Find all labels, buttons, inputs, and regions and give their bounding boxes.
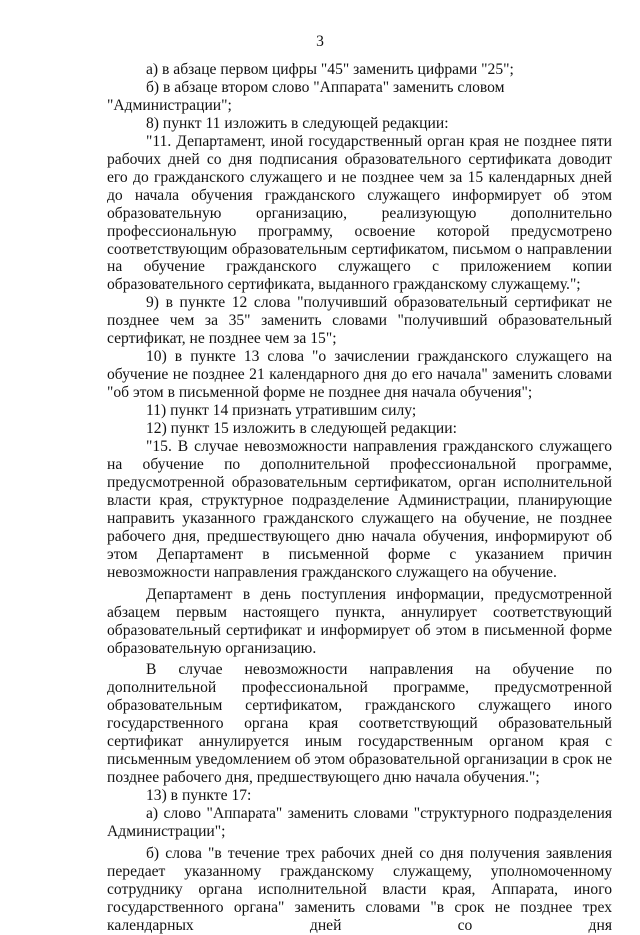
page-number: 3 — [316, 33, 324, 50]
paragraph: б) в абзаце втором слово "Аппарата" заменить словом "Администрации"; — [107, 78, 505, 114]
paragraph: 8) пункт 11 изложить в следующей редакции: — [146, 114, 449, 132]
paragraph: а) в абзаце первом цифры "45" заменить цифрами "25"; — [146, 61, 514, 78]
paragraph: В случае невозможности направления на обучение по дополнительной профессиональной программе, предусмотренной образовательным сертификатом, гражданского служащего иного государственного органа края соответствующий образовательный сертификат аннулируется иным государственным органом края с письменным уведомлением об этом образовательной организации в срок не позднее рабочего дня, предшествующего дню начала обучения."; — [107, 661, 612, 787]
paragraph: 10) в пункте 13 слова "о зачислении гражданского служащего на обучение не позднее 21 календарного дня до его начала" заменить словами "об этом в письменной форме не позднее дня начала обучения"; — [107, 348, 612, 402]
paragraph: "15. В случае невозможности направления гражданского служащего на обучение по дополнительной профессиональной программе, предусмотренной образовательным сертификатом, орган исполнительной власти края, структурное подразделение Администрации, планирующие направить указанного гражданского служащего на обучение, не позднее рабочего дня, предшествующего дню начала обучения, информируют об этом Департамент в письменной форме с указанием причин невозможности направления гражданского служащего на обучение. — [107, 438, 612, 581]
paragraph: б) слова "в течение трех рабочих дней со дня получения заявления передает указанному гражданскому служащему, уполномоченному сотруднику органа исполнительной власти края, Аппарата, иного государственного органа" заменить словами "в срок не позднее трех календарных дней со дня — [107, 844, 612, 934]
paragraph: "11. Департамент, иной государственный орган края не позднее пяти рабочих дней со дня подписания образовательного сертификата доводит его до гражданского служащего и не позднее чем за 15 календарных дней до начала обучения гражданского служащего информирует об этом образовательную организацию, реализующую дополнительно профессиональную программу, освоение которой предусмотрено соответствующим образовательным сертификатом, письмом о направлении на обучение гражданского служащего с приложением копии образовательного сертификата, выданного гражданскому служащему."; — [107, 132, 612, 294]
paragraph: 9) в пункте 12 слова "получивший образовательный сертификат не позднее чем за 35" заменить словами "получивший образовательный сертификат, не позднее чем за 15"; — [107, 294, 612, 348]
document-body — [107, 61, 612, 935]
paragraph: Департамент в день поступления информации, предусмотренной абзацем первым настоящего пункта, аннулирует соответствующий образовательный сертификат и информирует об этом в письменной форме образовательную организацию. — [107, 585, 612, 657]
paragraph: 13) в пункте 17: — [146, 787, 252, 805]
paragraph: а) слово "Аппарата" заменить словами "структурного подразделения Администрации"; — [107, 805, 612, 841]
paragraph: 12) пункт 15 изложить в следующей редакции: — [146, 420, 457, 438]
paragraph: 11) пункт 14 признать утратившим силу; — [146, 402, 417, 420]
